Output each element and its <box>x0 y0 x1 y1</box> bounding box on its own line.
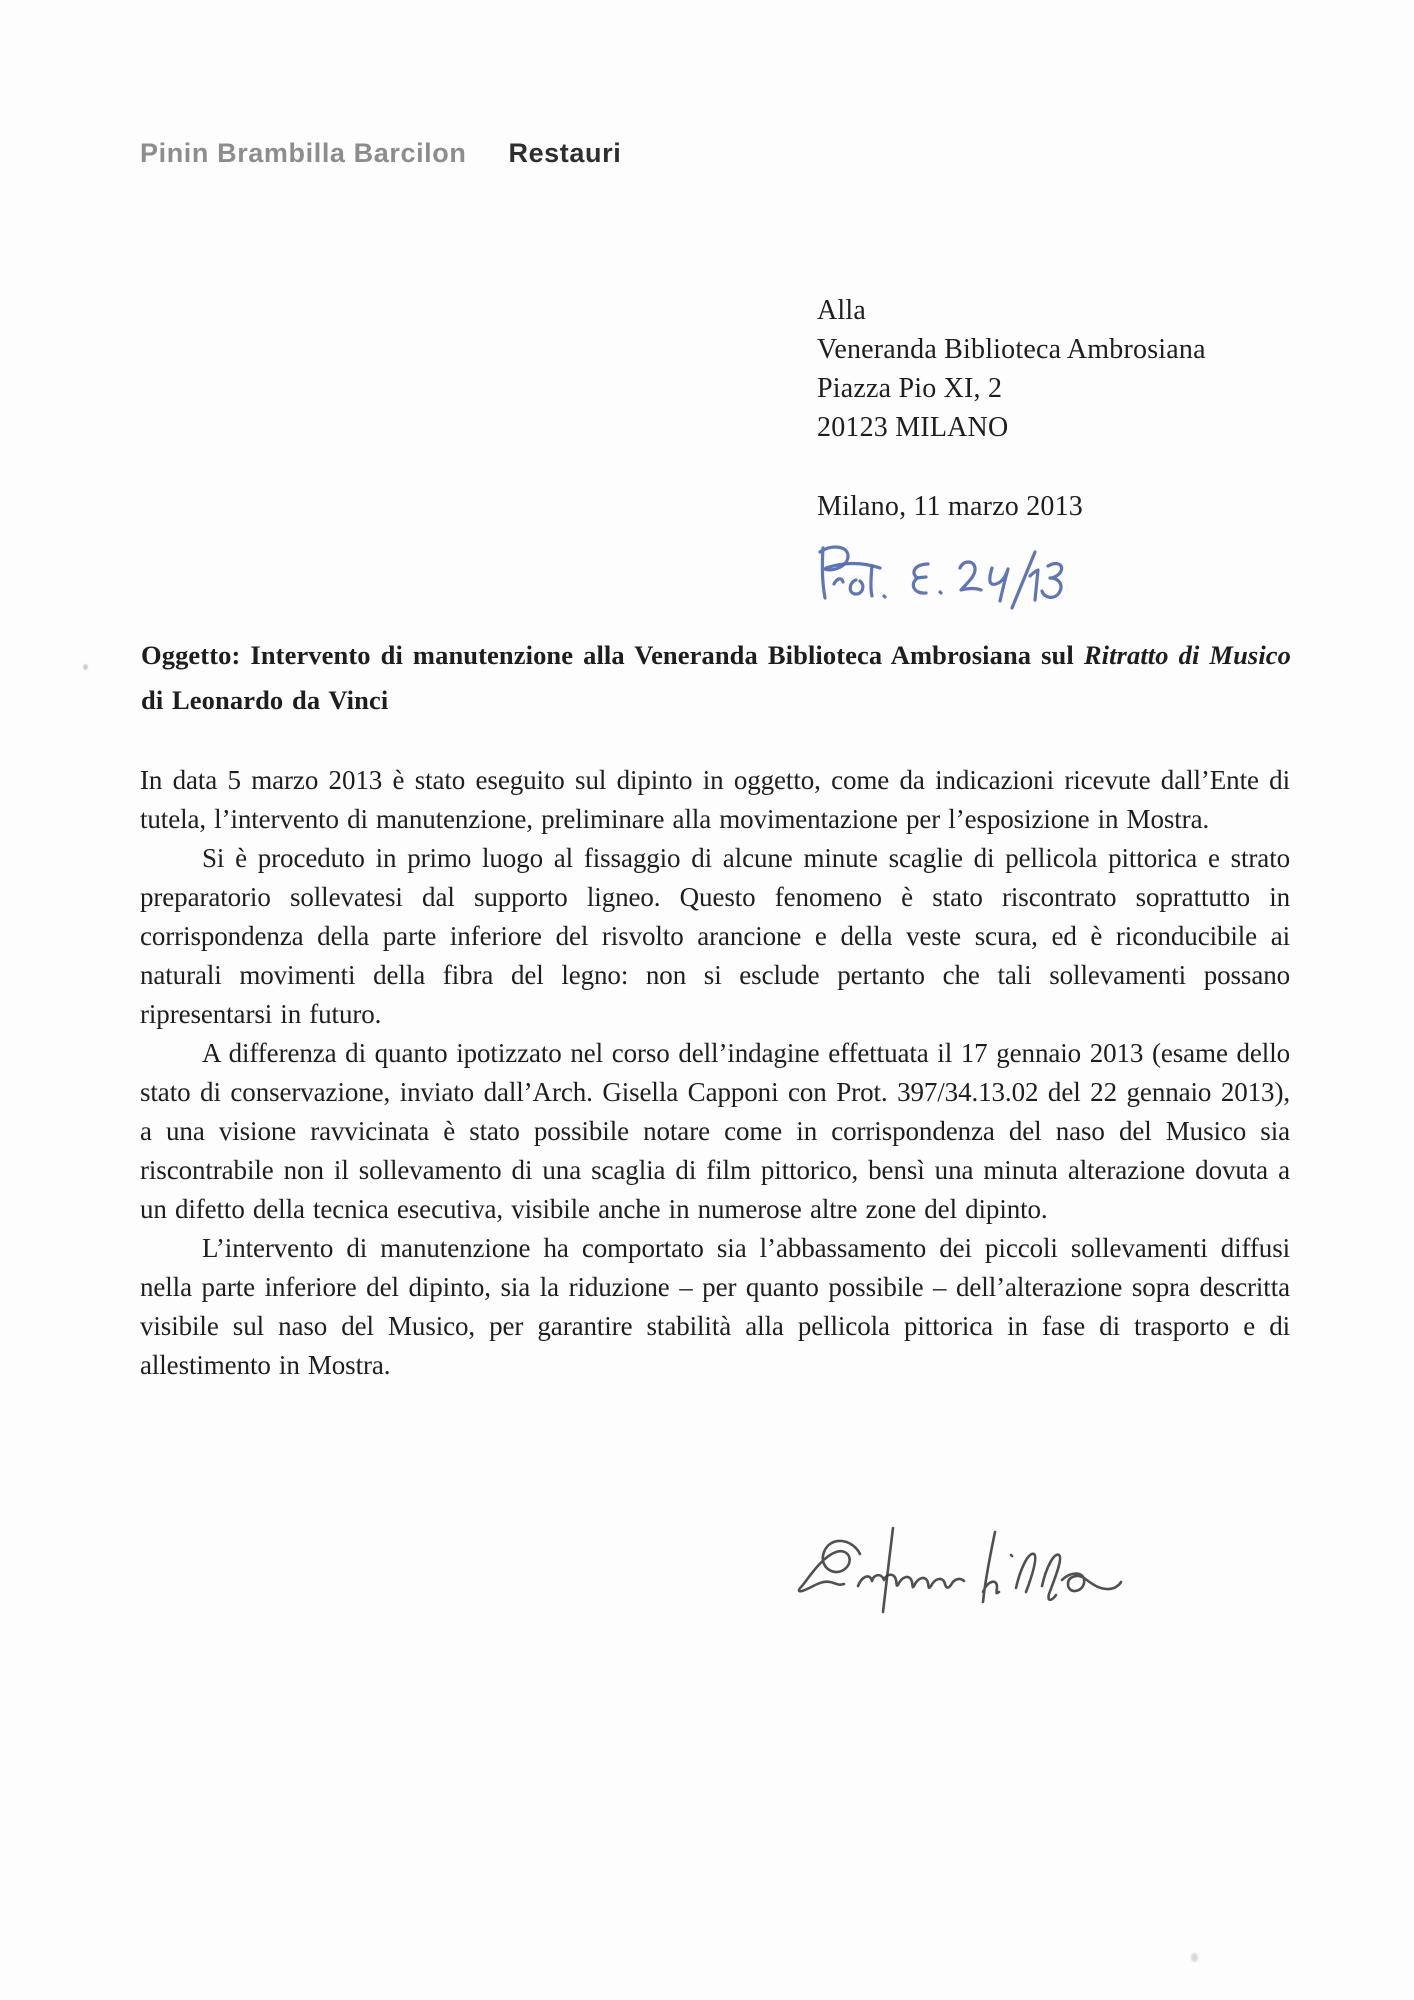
handwritten-protocol-note <box>800 540 1100 625</box>
recipient-line-street: Piazza Pio XI, 2 <box>817 373 1003 404</box>
body-paragraph-4: L’intervento di manutenzione ha comportato sia l’abbassamento dei piccoli sollevamenti diffusi nella parte inferiore del dipinto, sia la riduzione – per quanto possibile – dell’alterazione sopra descritta visibile sul naso del Musico, per garantire stabilità alla pellicola pittorica in fase di trasporto e di allestimento in Mostra. <box>140 1233 1290 1380</box>
recipient-address-block <box>817 291 1206 526</box>
dateline: Milano, 11 marzo 2013 <box>817 491 1084 522</box>
recipient-line-institution: Veneranda Biblioteca Ambrosiana <box>817 334 1206 365</box>
letterhead <box>140 138 621 169</box>
letterhead-restauri-label: Restauri <box>508 138 622 168</box>
subject-text-before-italic: Intervento di manutenzione alla Veneranda Biblioteca Ambrosiana sul <box>240 640 1084 670</box>
recipient-line-city: 20123 MILANO <box>817 412 1009 443</box>
subject-text-after-italic: di Leonardo da Vinci <box>141 685 389 715</box>
letterhead-company-name: Pinin Brambilla Barcilon <box>140 138 467 168</box>
letter-body <box>140 761 1290 1385</box>
recipient-line-salutation: Alla <box>817 295 867 326</box>
body-paragraph-2: Si è proceduto in primo luogo al fissaggio di alcune minute scaglie di pellicola pittorica e strato preparatorio sollevatesi dal supporto ligneo. Questo fenomeno è stato riscontrato soprattutto in corrispondenza della parte inferiore del risvolto arancione e della veste scura, ed è riconducibile ai naturali movimenti della fibra del legno: non si esclude pertanto che tali sollevamenti possano ripresentarsi in futuro. <box>140 843 1290 1029</box>
subject-artwork-title: Ritratto di Musico <box>1083 640 1291 670</box>
body-paragraph-3: A differenza di quanto ipotizzato nel corso dell’indagine effettuata il 17 gennaio 2013 (esame dello stato di conservazione, inviato dall’Arch. Gisella Capponi con Prot. 397/34.13.02 del 22 gennaio 2013), a una visione ravvicinata è stato possibile notare come in corrispondenza del naso del Musico sia riscontrabile non il sollevamento di una scaglia di film pittorico, bensì una minuta alterazione dovuta a un difetto della tecnica esecutiva, visibile anche in numerose altre zone del dipinto. <box>140 1038 1290 1224</box>
body-paragraph-1: In data 5 marzo 2013 è stato eseguito sul dipinto in oggetto, come da indicazioni ricevute dall’Ente di tutela, l’intervento di manutenzione, preliminare alla movimentazione per l’esposizione in Mostra. <box>140 765 1290 834</box>
protocol-note-handwriting-drawing <box>800 540 1100 625</box>
handwritten-signature <box>796 1524 1126 1639</box>
signature-text <box>796 1639 797 1640</box>
signature-handwriting-drawing <box>796 1524 1126 1639</box>
scan-speck-bottom-right <box>1191 1953 1198 1962</box>
scan-speck-left-margin <box>83 664 88 670</box>
subject-label: Oggetto: <box>141 640 241 670</box>
protocol-note-text <box>800 625 801 626</box>
subject-line <box>141 633 1291 723</box>
